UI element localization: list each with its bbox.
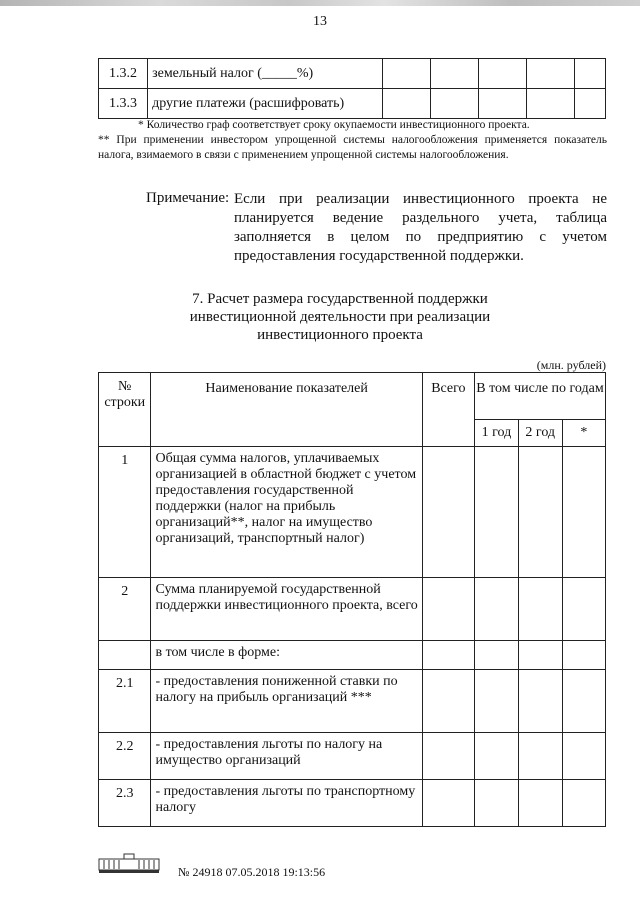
row-number: [99, 641, 151, 670]
cell: [562, 641, 605, 670]
row-number: 2.3: [99, 780, 151, 827]
cell: [382, 59, 430, 89]
section-title-line: 7. Расчет размера государственной поддержки: [192, 291, 488, 307]
row-name: в том числе в форме:: [151, 641, 422, 670]
cell: [474, 578, 518, 641]
cell: [518, 578, 562, 641]
cell: [562, 780, 605, 827]
cell: [575, 59, 606, 89]
table-row: [99, 447, 606, 578]
table-row: [99, 780, 606, 827]
header-year-1: 1 год: [474, 420, 518, 447]
header-year-more: *: [562, 420, 605, 447]
table-row: [99, 670, 606, 733]
support-table: [98, 372, 606, 827]
cell: [382, 89, 430, 119]
note-label: Примечание:: [146, 190, 230, 206]
cell: [575, 89, 606, 119]
row-name: земельный налог (_____%): [148, 59, 383, 89]
header-total: Всего: [422, 373, 474, 447]
table-row: [99, 89, 606, 119]
cell: [474, 670, 518, 733]
header-by-years: В том числе по годам: [474, 373, 605, 420]
cell: [478, 89, 526, 119]
section-title-line: инвестиционного проекта: [257, 327, 423, 343]
scan-edge: [0, 0, 640, 6]
page-number: 13: [313, 14, 327, 29]
cell: [474, 780, 518, 827]
cell: [518, 641, 562, 670]
cell: [562, 578, 605, 641]
header-year-2: 2 год: [518, 420, 562, 447]
row-number: 2.2: [99, 733, 151, 780]
cell: [474, 641, 518, 670]
section-title-line: инвестиционной деятельности при реализации: [189, 309, 491, 325]
row-name: - предоставления пониженной ставки по налогу на прибыль организаций ***: [151, 670, 422, 733]
unit-label: (млн. рублей): [536, 358, 606, 372]
table-row: [99, 578, 606, 641]
cell: [422, 780, 474, 827]
cell: [562, 670, 605, 733]
note-text: Если при реализации инвестиционного проекта не планируется ведение раздельного учета, таблица заполняется в целом по предприятию с учетом предоставления государственной поддержки.: [234, 191, 607, 264]
cell: [430, 89, 478, 119]
cell: [562, 447, 605, 578]
cell: [527, 59, 575, 89]
row-name: другие платежи (расшифровать): [148, 89, 383, 119]
cell: [474, 733, 518, 780]
footnote-1: * Количество граф соответствует сроку окупаемости инвестиционного проекта.: [138, 119, 530, 131]
row-number: 1: [99, 447, 151, 578]
government-emblem-icon: [98, 852, 160, 874]
header-num: № строки: [99, 373, 151, 447]
row-number: 2.1: [99, 670, 151, 733]
row-name: - предоставления льготы по транспортному налогу: [151, 780, 422, 827]
row-number: 1.3.3: [99, 89, 148, 119]
table-row: [99, 59, 606, 89]
row-number: 1.3.2: [99, 59, 148, 89]
cell: [422, 641, 474, 670]
header-row: [99, 373, 606, 420]
cell: [518, 733, 562, 780]
row-name: Общая сумма налогов, уплачиваемых организацией в областной бюджет с учетом предоставления государственной поддержки (налог на прибыль организаций**, налог на имущество организаций, транспортный налог): [151, 447, 422, 578]
row-number: 2: [99, 578, 151, 641]
cell: [562, 733, 605, 780]
footnote-2: ** При применении инвестором упрощенной системы налогообложения применяется показатель налога, взимаемого в связи с применением упрощенной системы налогообложения.: [98, 134, 607, 161]
cell: [422, 733, 474, 780]
cell: [478, 59, 526, 89]
row-name: Сумма планируемой государственной поддержки инвестиционного проекта, всего: [151, 578, 422, 641]
row-name: - предоставления льготы по налогу на имущество организаций: [151, 733, 422, 780]
registration-stamp: № 24918 07.05.2018 19:13:56: [178, 865, 326, 879]
cell: [518, 447, 562, 578]
section-title: [180, 290, 500, 344]
cell: [474, 447, 518, 578]
header-name: Наименование показателей: [151, 373, 422, 447]
cell: [518, 670, 562, 733]
top-table: [98, 58, 606, 119]
cell: [422, 578, 474, 641]
table-row: [99, 733, 606, 780]
cell: [527, 89, 575, 119]
cell: [422, 447, 474, 578]
table-row: [99, 641, 606, 670]
cell: [518, 780, 562, 827]
cell: [430, 59, 478, 89]
cell: [422, 670, 474, 733]
